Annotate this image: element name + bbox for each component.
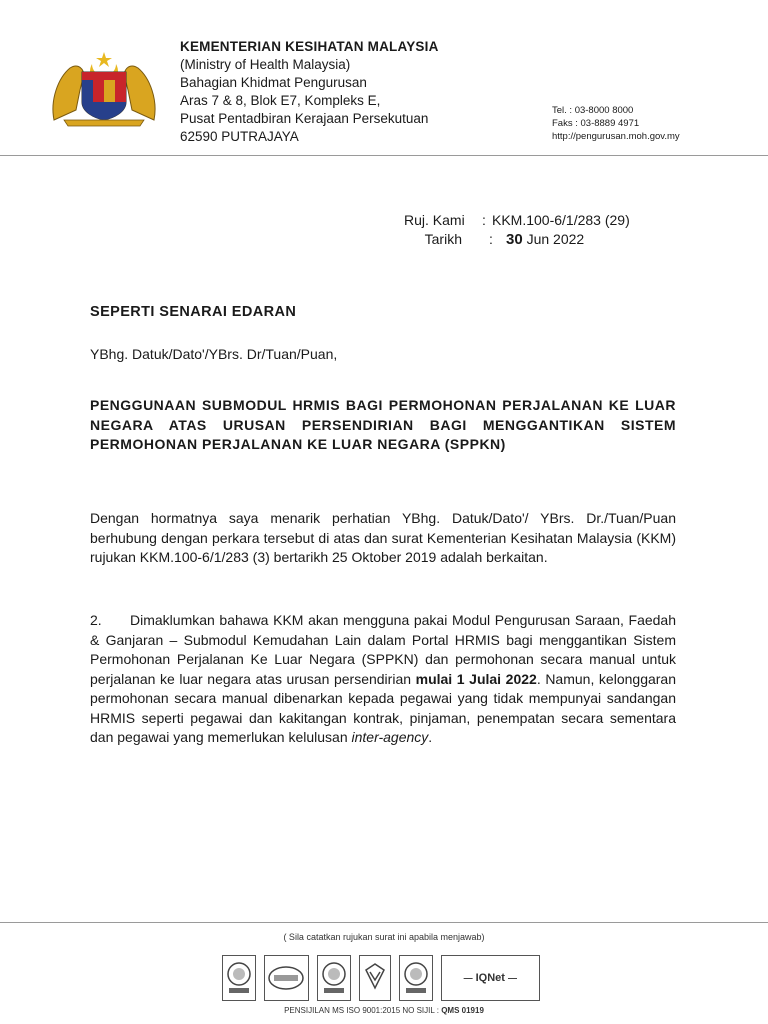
iqnet-logo: — IQNet —: [441, 955, 540, 1001]
salutation: YBhg. Datuk/Dato'/YBrs. Dr/Tuan/Puan,: [90, 346, 338, 362]
certification-line: [0, 1006, 768, 1015]
inter-agency-term: inter-agency: [351, 729, 429, 745]
coat-of-arms-logo: [48, 50, 160, 128]
reference-row: Ruj. Kami : KKM.100-6/1/283 (29): [404, 212, 630, 228]
reference-label: Ruj. Kami: [404, 212, 465, 228]
certification-badge-icon: [399, 955, 433, 1001]
date-row: Tarikh : 30 Jun 2022: [404, 230, 630, 249]
paragraph-number: 2.: [90, 612, 102, 628]
certification-badge-icon: [317, 955, 351, 1001]
certification-badge-icon: [222, 955, 256, 1001]
iqnet-label: IQNet: [475, 972, 505, 984]
standards-badge-icon: [264, 955, 309, 1001]
certificate-number: QMS 01919: [441, 1006, 484, 1015]
address-line-1: Aras 7 & 8, Blok E7, Kompleks E,: [180, 93, 381, 108]
reference-block: [404, 211, 630, 249]
ministry-name: KEMENTERIAN KESIHATAN MALAYSIA: [180, 39, 439, 54]
footer-divider: [0, 922, 768, 923]
certification-text: PENSIJILAN MS ISO 9001:2015 NO SIJIL :: [284, 1006, 442, 1015]
effective-date: mulai 1 Julai 2022: [415, 670, 537, 687]
reply-note: ( Sila catatkan rujukan surat ini apabila menjawab): [283, 932, 485, 942]
date-day: 30: [506, 231, 523, 248]
contact-block: [552, 104, 680, 143]
address-line-2: Pusat Pentadbiran Kerajaan Persekutuan: [180, 111, 429, 126]
certification-logos: [222, 952, 540, 1004]
website-url: http://pengurusan.moh.gov.my: [552, 131, 680, 142]
telephone-number: Tel. : 03-8000 8000: [552, 105, 634, 116]
recipient-line: SEPERTI SENARAI EDARAN: [90, 304, 297, 320]
division-name: Bahagian Khidmat Pengurusan: [180, 75, 367, 90]
date-value: [506, 230, 584, 249]
reference-number: KKM.100-6/1/283 (29): [492, 212, 630, 228]
paragraph-1: Dengan hormatnya saya menarik perhatian YBhg. Datuk/Dato'/ YBrs. Dr./Tuan/Puan berhubung dengan perkara tersebut di atas dan surat Kementerian Kesihatan Malaysia (KKM) rujukan KKM.100-6/1/283 (3) bertarikh 25 Oktober 2019 adalah berkaitan.: [90, 510, 676, 565]
ministry-address-block: [180, 38, 439, 146]
letterhead-divider: [0, 155, 768, 156]
address-line-3: 62590 PUTRAJAYA: [180, 129, 299, 144]
ministry-english-name: (Ministry of Health Malaysia): [180, 57, 351, 72]
date-month-year: Jun 2022: [522, 231, 585, 247]
fax-number: Faks : 03-8889 4971: [552, 118, 640, 129]
date-label: Tarikh: [424, 231, 462, 247]
letter-subject: PENGGUNAAN SUBMODUL HRMIS BAGI PERMOHONAN PERJALANAN KE LUAR NEGARA ATAS URUSAN PERSENDIRIAN BAGI MENGGANTIKAN SISTEM PERMOHONAN PERJALANAN KE LUAR NEGARA (SPPKN): [90, 397, 676, 452]
ukas-badge-icon: [359, 955, 391, 1001]
paragraph-2: 2. Dimaklumkan bahawa KKM akan mengguna pakai Modul Pengurusan Saraan, Faedah & Ganjaran – Submodul Kemudahan Lain dalam Portal HRMIS bagi menggantikan Sistem Permohonan Perjalanan Ke Luar Negara (SPPKN) dan permohonan secara manual untuk perjalanan ke luar negara atas urusan persendirian mulai 1 Julai 2022. Namun, kelonggaran permohonan secara manual dibenarkan kepada pegawai yang tidak mempunyai sandangan HRMIS seperti pegawai dan kakitangan kontrak, pinjaman, penempatan secara sementara dan pegawai yang memerlukan kelulusan inter-agency.: [90, 612, 676, 745]
